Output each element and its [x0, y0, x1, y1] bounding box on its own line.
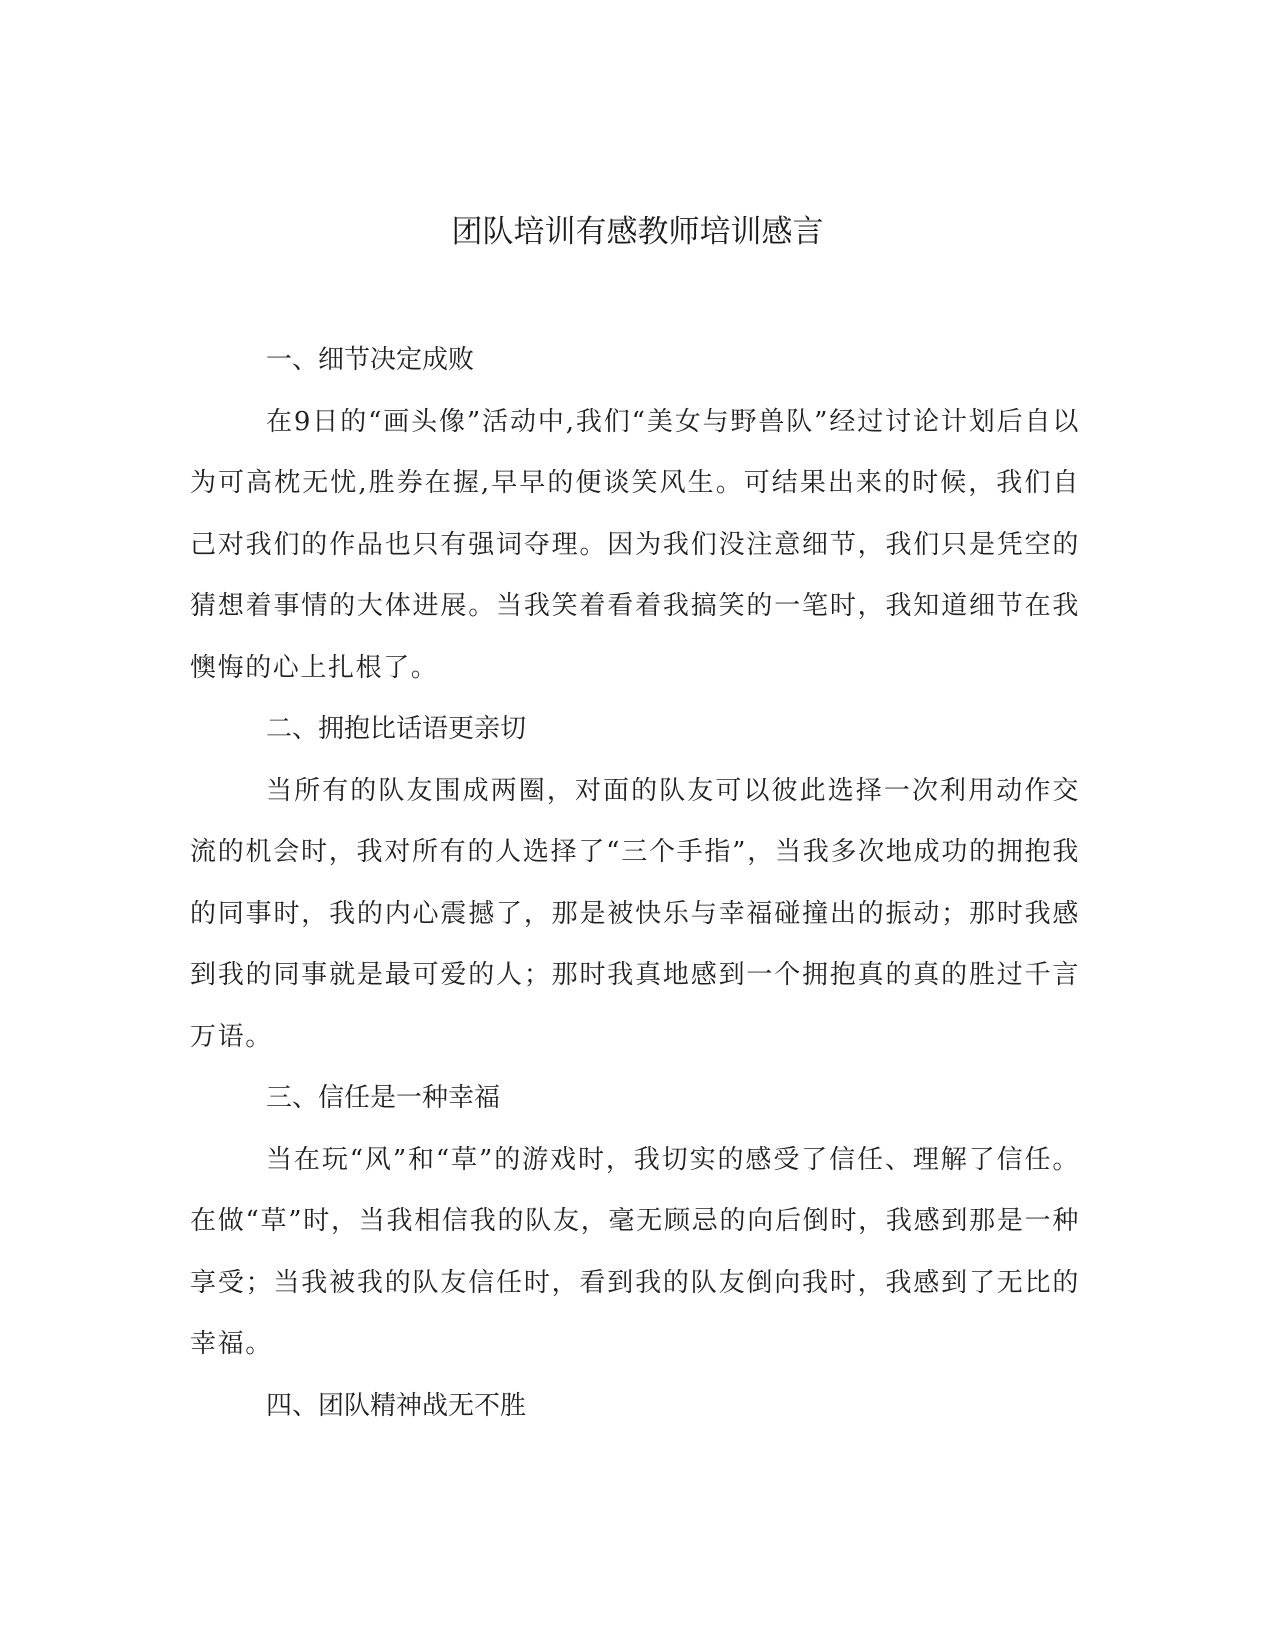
section-heading-1: 一、细节决定成败 — [266, 345, 475, 375]
document-body — [190, 330, 1080, 1437]
section-paragraph-1: 在9日的“画头像”活动中,我们“美女与野兽队”经过讨论计划后自以为可高枕无忧,胜券在握,早早的便谈笑风生。可结果出来的时候，我们自己对我们的作品也只有强词夺理。因为我们没注意细节，我们只是凭空的猜想着事情的大体进展。当我笑着看着我搞笑的一笔时，我知道细节在我懊悔的心上扎根了。 — [190, 406, 1080, 683]
section-heading-3: 三、信任是一种幸福 — [266, 1083, 501, 1113]
section-paragraph-2: 当所有的队友围成两圈，对面的队友可以彼此选择一次利用动作交流的机会时，我对所有的人选择了“三个手指”，当我多次地成功的拥抱我的同事时，我的内心震撼了，那是被快乐与幸福碰撞出的振动；那时我感到我的同事就是最可爱的人；那时我真地感到一个拥抱真的真的胜过千言万语。 — [190, 775, 1080, 1052]
section-paragraph-3: 当在玩“风”和“草”的游戏时，我切实的感受了信任、理解了信任。在做“草”时，当我相信我的队友，毫无顾忌的向后倒时，我感到那是一种享受；当我被我的队友信任时，看到我的队友倒向我时，我感到了无比的幸福。 — [190, 1144, 1080, 1359]
document-title: 团队培训有感教师培训感言 — [451, 214, 824, 250]
section-heading-4: 四、团队精神战无不胜 — [266, 1390, 527, 1421]
section-heading-2: 二、拥抱比话语更亲切 — [266, 714, 527, 744]
